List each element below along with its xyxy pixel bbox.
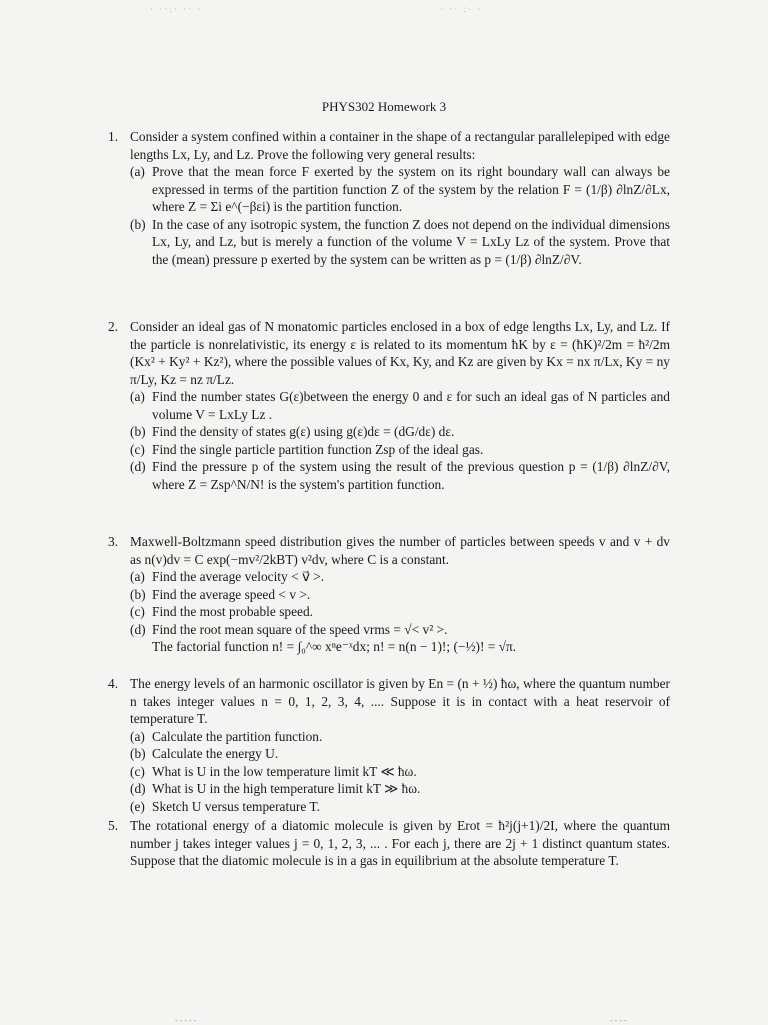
part-label: (c) — [130, 441, 145, 457]
question-part — [130, 621, 670, 639]
part-text: Calculate the partition function. — [152, 728, 323, 744]
question-text: Maxwell-Boltzmann speed distribution gives the number of particles between speeds v and v + dv as n(v)dv = C exp(−mv²/2kBT) v²dv, where C is a constant. — [130, 534, 670, 567]
question-part — [130, 745, 670, 763]
question-part — [130, 798, 670, 816]
part-text: Prove that the mean force F exerted by the system on its right boundary wall can always be expressed in terms of the partition function Z of the system by the relation F = (1/β) ∂lnZ/∂Lx, where Z = Σi e^(−βεi) is the partition function. — [152, 164, 670, 214]
part-text: In the case of any isotropic system, the function Z does not depend on the individual dimensions Lx, Ly, and Lz, but is merely a function of the volume V = LxLy Lz of the system. Prove that the (mean) pressure p exerted by the system can be written as p = (1/β) ∂lnZ/∂V. — [152, 216, 670, 267]
scan-speck: · ··:· ·· · — [150, 4, 203, 14]
question-1 — [108, 128, 670, 268]
question-part — [130, 441, 670, 459]
question-part — [130, 216, 670, 269]
part-label: (d) — [130, 459, 146, 474]
scan-speck: · ·· :· · — [440, 4, 483, 14]
part-text: Find the number states G(ε)between the energy 0 and ε for such an ideal gas of N particles and volume V = LxLy Lz . — [152, 389, 670, 422]
question-part — [130, 163, 670, 216]
factorial-note: The factorial function n! = ∫₀^∞ xⁿe⁻ˣdx; n! = n(n − 1)!; (−½)! = √π. — [152, 639, 517, 654]
question-part — [130, 728, 670, 746]
part-text: Sketch U versus temperature T. — [152, 798, 320, 814]
question-4 — [108, 675, 670, 815]
question-number: 3. — [108, 534, 119, 549]
part-text: Find the single particle partition function Zsp of the ideal gas. — [152, 441, 484, 457]
question-text: The rotational energy of a diatomic molecule is given by Erot = ħ²j(j+1)/2I, where the quantum number j takes integer values j = 0, 1, 2, 3, ... . For each j, there are 2j + 1 distinct quantum states. Suppose that the diatomic molecule is in a gas in equilibrium at the absolute temperature T. — [130, 818, 670, 868]
part-label: (c) — [130, 604, 145, 619]
question-number: 1. — [108, 129, 119, 144]
question-number: 4. — [108, 676, 119, 691]
question-text: Consider an ideal gas of N monatomic particles enclosed in a box of edge lengths Lx, Ly, and Lz. If the particle is nonrelativistic, its energy ε is related to its momentum ħK by ε = (ħK)²/2m = ħ²/2m (Kx² + Ky² + Kz²), where the possible values of Kx, Ky, and Kz are given by Kx = nx π/Lx, Ky = ny π/Ly, Kz = nz π/Lz. — [130, 319, 670, 387]
question-part — [130, 458, 670, 493]
question-part — [130, 763, 670, 781]
question-3 — [108, 533, 670, 656]
question-number: 2. — [108, 319, 119, 334]
part-text: What is U in the high temperature limit kT ≫ ħω. — [152, 781, 421, 796]
part-text: Find the most probable speed. — [152, 604, 314, 619]
part-label: (d) — [130, 621, 146, 637]
part-label: (e) — [130, 798, 145, 814]
question-part — [130, 388, 670, 423]
part-label: (a) — [130, 164, 145, 179]
part-label: (b) — [130, 216, 146, 232]
part-text: What is U in the low temperature limit kT ≪ ħω. — [152, 763, 417, 779]
question-5 — [108, 817, 670, 870]
part-text: Find the pressure p of the system using the result of the previous question p = (1/β) ∂lnZ/∂V, where Z = Zsp^N/N! is the system's partition function. — [152, 459, 670, 492]
question-part — [130, 586, 670, 604]
question-part — [130, 423, 670, 441]
part-label: (b) — [130, 586, 146, 602]
part-label: (c) — [130, 763, 145, 779]
question-text: The energy levels of an harmonic oscillator is given by En = (n + ½) ħω, where the quantum number n takes integer values n = 0, 1, 2, 3, 4, .... Suppose it is in contact with a heat reservoir of temperature T. — [130, 676, 670, 726]
page-title: PHYS302 Homework 3 — [321, 99, 447, 114]
part-label: (b) — [130, 746, 146, 761]
part-label: (a) — [130, 728, 145, 744]
part-label: (d) — [130, 781, 146, 796]
question-part — [130, 568, 670, 586]
question-part — [130, 603, 670, 621]
part-label: (a) — [130, 389, 145, 404]
part-label: (b) — [130, 424, 146, 439]
part-text: Calculate the energy U. — [152, 746, 279, 761]
part-label: (a) — [130, 569, 145, 584]
question-number: 5. — [108, 818, 119, 833]
part-text: Find the density of states g(ε) using g(ε)dε = (dG/dε) dε. — [152, 424, 455, 439]
question-2 — [108, 318, 670, 493]
part-text: Find the root mean square of the speed vrms = √< v² >. — [152, 621, 448, 637]
question-text: Consider a system confined within a container in the shape of a rectangular parallelepiped with edge lengths Lx, Ly, and Lz. Prove the following very general results: — [130, 129, 670, 162]
part-text: Find the average velocity < v⃗ >. — [152, 569, 325, 584]
question-part — [130, 780, 670, 798]
part-text: Find the average speed < v >. — [152, 586, 311, 602]
scan-mark: - - - - - — [175, 1016, 197, 1025]
scan-mark: - - - - — [610, 1016, 627, 1025]
